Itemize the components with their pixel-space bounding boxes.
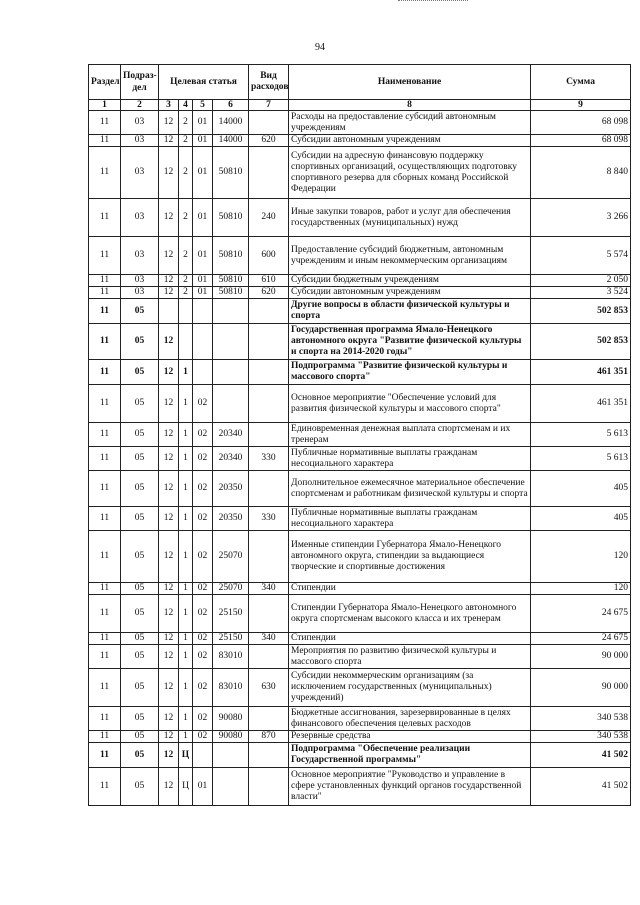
razdel-cell: 11 <box>89 147 121 199</box>
target-code-cell: 50810 <box>213 237 249 275</box>
vid-cell <box>249 645 289 669</box>
target-code-cell: 02 <box>193 531 213 583</box>
razdel-cell: 11 <box>89 275 121 287</box>
name-cell: Стипендии Губернатора Ямало-Ненецкого автономного округа спортсменам высокого класса и их тренерам <box>289 595 531 633</box>
vid-cell: 870 <box>249 731 289 743</box>
target-code-cell: 1 <box>179 707 193 731</box>
sum-cell: 3 524 <box>531 287 631 299</box>
col-number: 4 <box>179 100 193 111</box>
podrazdel-cell: 05 <box>121 360 159 385</box>
name-cell: Основное мероприятие "Обеспечение условий для развития физической культуры и массового спорта" <box>289 385 531 423</box>
razdel-cell: 11 <box>89 595 121 633</box>
table-row <box>89 135 631 147</box>
target-code-cell <box>213 768 249 806</box>
name-cell: Публичные нормативные выплаты гражданам несоциального характера <box>289 447 531 471</box>
target-code-cell: 25070 <box>213 583 249 595</box>
scan-artifact <box>398 0 468 3</box>
name-cell: Публичные нормативные выплаты гражданам несоциального характера <box>289 507 531 531</box>
podrazdel-cell: 03 <box>121 199 159 237</box>
vid-cell: 610 <box>249 275 289 287</box>
razdel-cell: 11 <box>89 707 121 731</box>
razdel-cell: 11 <box>89 299 121 324</box>
target-code-cell: 12 <box>159 147 179 199</box>
razdel-cell: 11 <box>89 583 121 595</box>
target-code-cell: 12 <box>159 531 179 583</box>
budget-table <box>88 64 631 806</box>
sum-cell: 461 351 <box>531 360 631 385</box>
target-code-cell: 12 <box>159 645 179 669</box>
table-row <box>89 287 631 299</box>
target-code-cell: 12 <box>159 669 179 707</box>
target-code-cell: 25150 <box>213 595 249 633</box>
col-number: 6 <box>213 100 249 111</box>
target-code-cell: 2 <box>179 199 193 237</box>
target-code-cell: Ц <box>179 743 193 768</box>
podrazdel-cell: 05 <box>121 707 159 731</box>
podrazdel-cell: 05 <box>121 645 159 669</box>
vid-cell <box>249 385 289 423</box>
table-row <box>89 507 631 531</box>
razdel-cell: 11 <box>89 423 121 447</box>
target-code-cell: 1 <box>179 583 193 595</box>
podrazdel-cell: 05 <box>121 299 159 324</box>
target-code-cell: 1 <box>179 731 193 743</box>
target-code-cell: 20340 <box>213 423 249 447</box>
target-code-cell: 2 <box>179 287 193 299</box>
podrazdel-cell: 05 <box>121 507 159 531</box>
target-code-cell <box>179 324 193 360</box>
razdel-cell: 11 <box>89 768 121 806</box>
target-code-cell: 02 <box>193 645 213 669</box>
sum-cell: 90 000 <box>531 669 631 707</box>
razdel-cell: 11 <box>89 199 121 237</box>
podrazdel-cell: 05 <box>121 324 159 360</box>
table-body <box>89 111 631 806</box>
target-code-cell: 12 <box>159 768 179 806</box>
target-code-cell: 02 <box>193 595 213 633</box>
target-code-cell: 1 <box>179 447 193 471</box>
name-cell: Субсидии на адресную финансовую поддержку спортивных организаций, осуществляющих подготовку спортивного резерва для сборных команд Российской Федерации <box>289 147 531 199</box>
name-cell: Бюджетные ассигнования, зарезервированные в целях финансового обеспечения целевых расходов <box>289 707 531 731</box>
target-code-cell: 12 <box>159 111 179 135</box>
target-code-cell: 90080 <box>213 731 249 743</box>
sum-cell: 502 853 <box>531 299 631 324</box>
target-code-cell: 12 <box>159 135 179 147</box>
table-row <box>89 731 631 743</box>
target-code-cell <box>193 743 213 768</box>
target-code-cell: 01 <box>193 147 213 199</box>
target-code-cell: 01 <box>193 287 213 299</box>
col-number: 9 <box>531 100 631 111</box>
table-row <box>89 199 631 237</box>
podrazdel-cell: 05 <box>121 768 159 806</box>
target-code-cell: 12 <box>159 507 179 531</box>
name-cell: Предоставление субсидий бюджетным, автономным учреждениям и иным некоммерческим организациям <box>289 237 531 275</box>
target-code-cell: 50810 <box>213 287 249 299</box>
vid-cell: 340 <box>249 633 289 645</box>
table-row <box>89 385 631 423</box>
target-code-cell <box>213 385 249 423</box>
name-cell: Единовременная денежная выплата спортсменам и их тренерам <box>289 423 531 447</box>
target-code-cell <box>193 360 213 385</box>
target-code-cell: 12 <box>159 743 179 768</box>
podrazdel-cell: 03 <box>121 111 159 135</box>
target-code-cell <box>193 299 213 324</box>
sum-cell: 3 266 <box>531 199 631 237</box>
podrazdel-cell: 03 <box>121 135 159 147</box>
sum-cell: 24 675 <box>531 633 631 645</box>
target-code-cell: 12 <box>159 595 179 633</box>
name-cell: Стипендии <box>289 633 531 645</box>
vid-cell <box>249 531 289 583</box>
vid-cell <box>249 595 289 633</box>
table-row <box>89 447 631 471</box>
target-code-cell: 50810 <box>213 147 249 199</box>
header-razdel: Раздел <box>89 65 121 100</box>
razdel-cell: 11 <box>89 471 121 507</box>
vid-cell: 240 <box>249 199 289 237</box>
sum-cell: 2 050 <box>531 275 631 287</box>
target-code-cell <box>193 324 213 360</box>
razdel-cell: 11 <box>89 669 121 707</box>
razdel-cell: 11 <box>89 507 121 531</box>
target-code-cell: 02 <box>193 707 213 731</box>
table-row <box>89 707 631 731</box>
target-code-cell: 83010 <box>213 645 249 669</box>
table-row <box>89 768 631 806</box>
vid-cell: 340 <box>249 583 289 595</box>
vid-cell: 620 <box>249 287 289 299</box>
header-sum: Сумма <box>531 65 631 100</box>
target-code-cell: 02 <box>193 669 213 707</box>
target-code-cell: 2 <box>179 275 193 287</box>
header-name: Наименование <box>289 65 531 100</box>
razdel-cell: 11 <box>89 531 121 583</box>
podrazdel-cell: 03 <box>121 237 159 275</box>
razdel-cell: 11 <box>89 287 121 299</box>
table-row <box>89 633 631 645</box>
podrazdel-cell: 05 <box>121 531 159 583</box>
name-cell: Подпрограмма "Обеспечение реализации Государственной программы" <box>289 743 531 768</box>
target-code-cell: 12 <box>159 199 179 237</box>
name-cell: Стипендии <box>289 583 531 595</box>
name-cell: Подпрограмма "Развитие физической культуры и массового спорта" <box>289 360 531 385</box>
table-row <box>89 147 631 199</box>
sum-cell: 41 502 <box>531 768 631 806</box>
sum-cell: 340 538 <box>531 707 631 731</box>
target-code-cell: 1 <box>179 360 193 385</box>
target-code-cell: 12 <box>159 287 179 299</box>
sum-cell: 340 538 <box>531 731 631 743</box>
target-code-cell: 2 <box>179 135 193 147</box>
name-cell: Именные стипендии Губернатора Ямало-Ненецкого автономного округа, стипендии за выдающиеся творческие и спортивные достижения <box>289 531 531 583</box>
page-number: 94 <box>315 42 325 53</box>
target-code-cell: 12 <box>159 360 179 385</box>
col-number: 8 <box>289 100 531 111</box>
target-code-cell: 20340 <box>213 447 249 471</box>
sum-cell: 502 853 <box>531 324 631 360</box>
sum-cell: 90 000 <box>531 645 631 669</box>
podrazdel-cell: 03 <box>121 287 159 299</box>
target-code-cell: 25150 <box>213 633 249 645</box>
target-code-cell: 12 <box>159 633 179 645</box>
target-code-cell: 12 <box>159 423 179 447</box>
target-code-cell <box>213 324 249 360</box>
name-cell: Другие вопросы в области физической культуры и спорта <box>289 299 531 324</box>
target-code-cell: 1 <box>179 633 193 645</box>
target-code-cell: 12 <box>159 731 179 743</box>
target-code-cell: 02 <box>193 507 213 531</box>
col-number: 7 <box>249 100 289 111</box>
vid-cell <box>249 707 289 731</box>
vid-cell <box>249 471 289 507</box>
sum-cell: 5 613 <box>531 447 631 471</box>
sum-cell: 24 675 <box>531 595 631 633</box>
vid-cell: 330 <box>249 507 289 531</box>
vid-cell <box>249 743 289 768</box>
vid-cell: 600 <box>249 237 289 275</box>
target-code-cell: 12 <box>159 447 179 471</box>
name-cell: Резервные средства <box>289 731 531 743</box>
target-code-cell: 12 <box>159 237 179 275</box>
table-row <box>89 743 631 768</box>
sum-cell: 41 502 <box>531 743 631 768</box>
target-code-cell: 2 <box>179 147 193 199</box>
target-code-cell: 20350 <box>213 471 249 507</box>
header-vid: Вид расходов <box>249 65 289 100</box>
target-code-cell: 02 <box>193 423 213 447</box>
table-row <box>89 583 631 595</box>
vid-cell: 330 <box>249 447 289 471</box>
podrazdel-cell: 05 <box>121 423 159 447</box>
target-code-cell: 01 <box>193 199 213 237</box>
sum-cell: 120 <box>531 583 631 595</box>
table-row <box>89 645 631 669</box>
razdel-cell: 11 <box>89 360 121 385</box>
col-number: 2 <box>121 100 159 111</box>
podrazdel-cell: 03 <box>121 275 159 287</box>
vid-cell <box>249 299 289 324</box>
table-row <box>89 299 631 324</box>
podrazdel-cell: 05 <box>121 447 159 471</box>
target-code-cell: 1 <box>179 645 193 669</box>
sum-cell: 405 <box>531 471 631 507</box>
podrazdel-cell: 05 <box>121 471 159 507</box>
table-row <box>89 111 631 135</box>
target-code-cell <box>179 299 193 324</box>
vid-cell <box>249 360 289 385</box>
target-code-cell: 1 <box>179 531 193 583</box>
col-number: 5 <box>193 100 213 111</box>
target-code-cell: 02 <box>193 633 213 645</box>
sum-cell: 8 840 <box>531 147 631 199</box>
podrazdel-cell: 03 <box>121 147 159 199</box>
podrazdel-cell: 05 <box>121 743 159 768</box>
header-target-article: Целевая статья <box>159 65 249 100</box>
vid-cell <box>249 423 289 447</box>
name-cell: Субсидии бюджетным учреждениям <box>289 275 531 287</box>
target-code-cell: 1 <box>179 423 193 447</box>
podrazdel-cell: 05 <box>121 633 159 645</box>
table-row <box>89 531 631 583</box>
vid-cell: 630 <box>249 669 289 707</box>
target-code-cell: 01 <box>193 111 213 135</box>
target-code-cell: 1 <box>179 669 193 707</box>
name-cell: Основное мероприятие "Руководство и управление в сфере установленных функций органов государственной власти" <box>289 768 531 806</box>
razdel-cell: 11 <box>89 237 121 275</box>
vid-cell: 620 <box>249 135 289 147</box>
target-code-cell: 01 <box>193 135 213 147</box>
table-row <box>89 669 631 707</box>
razdel-cell: 11 <box>89 447 121 471</box>
target-code-cell: 20350 <box>213 507 249 531</box>
sum-cell: 5 574 <box>531 237 631 275</box>
sum-cell: 120 <box>531 531 631 583</box>
target-code-cell <box>213 743 249 768</box>
vid-cell <box>249 111 289 135</box>
sum-cell: 461 351 <box>531 385 631 423</box>
target-code-cell: 90080 <box>213 707 249 731</box>
target-code-cell: 01 <box>193 275 213 287</box>
table-row <box>89 471 631 507</box>
name-cell: Субсидии автономным учреждениям <box>289 287 531 299</box>
razdel-cell: 11 <box>89 743 121 768</box>
target-code-cell: 02 <box>193 447 213 471</box>
razdel-cell: 11 <box>89 633 121 645</box>
sum-cell: 5 613 <box>531 423 631 447</box>
sum-cell: 405 <box>531 507 631 531</box>
target-code-cell: 12 <box>159 707 179 731</box>
target-code-cell: 14000 <box>213 111 249 135</box>
table-row <box>89 275 631 287</box>
target-code-cell: 12 <box>159 324 179 360</box>
target-code-cell <box>159 299 179 324</box>
target-code-cell: 2 <box>179 111 193 135</box>
name-cell: Иные закупки товаров, работ и услуг для обеспечения государственных (муниципальных) нужд <box>289 199 531 237</box>
table-row <box>89 237 631 275</box>
target-code-cell: 1 <box>179 595 193 633</box>
target-code-cell: 02 <box>193 471 213 507</box>
table-row <box>89 595 631 633</box>
target-code-cell: 02 <box>193 731 213 743</box>
target-code-cell: 01 <box>193 768 213 806</box>
target-code-cell: 1 <box>179 385 193 423</box>
name-cell: Мероприятия по развитию физической культуры и массового спорта <box>289 645 531 669</box>
vid-cell <box>249 147 289 199</box>
target-code-cell <box>213 299 249 324</box>
name-cell: Субсидии некоммерческим организациям (за исключением государственных (муниципальных) учреждений) <box>289 669 531 707</box>
razdel-cell: 11 <box>89 645 121 669</box>
target-code-cell: 2 <box>179 237 193 275</box>
target-code-cell: 12 <box>159 583 179 595</box>
target-code-cell: 12 <box>159 385 179 423</box>
vid-cell <box>249 324 289 360</box>
target-code-cell: 25070 <box>213 531 249 583</box>
col-number: 3 <box>159 100 179 111</box>
column-number-row <box>89 100 631 111</box>
target-code-cell: 1 <box>179 507 193 531</box>
name-cell: Субсидии автономным учреждениям <box>289 135 531 147</box>
target-code-cell <box>213 360 249 385</box>
razdel-cell: 11 <box>89 731 121 743</box>
target-code-cell: 01 <box>193 237 213 275</box>
table-row <box>89 423 631 447</box>
podrazdel-cell: 05 <box>121 669 159 707</box>
target-code-cell: 02 <box>193 385 213 423</box>
sum-cell: 68 098 <box>531 135 631 147</box>
target-code-cell: 50810 <box>213 199 249 237</box>
razdel-cell: 11 <box>89 385 121 423</box>
name-cell: Расходы на предоставление субсидий автономным учреждениям <box>289 111 531 135</box>
vid-cell <box>249 768 289 806</box>
col-number: 1 <box>89 100 121 111</box>
target-code-cell: 02 <box>193 583 213 595</box>
name-cell: Государственная программа Ямало-Ненецкого автономного округа "Развитие физической культуры и спорта на 2014-2020 годы" <box>289 324 531 360</box>
podrazdel-cell: 05 <box>121 583 159 595</box>
target-code-cell: 12 <box>159 471 179 507</box>
table-row <box>89 360 631 385</box>
header-podrazdel: Подраз- дел <box>121 65 159 100</box>
target-code-cell: 83010 <box>213 669 249 707</box>
podrazdel-cell: 05 <box>121 731 159 743</box>
razdel-cell: 11 <box>89 111 121 135</box>
name-cell: Дополнительное ежемесячное материальное обеспечение спортсменам и работникам физической культуры и спорта <box>289 471 531 507</box>
podrazdel-cell: 05 <box>121 385 159 423</box>
target-code-cell: Ц <box>179 768 193 806</box>
target-code-cell: 12 <box>159 275 179 287</box>
target-code-cell: 1 <box>179 471 193 507</box>
razdel-cell: 11 <box>89 324 121 360</box>
sum-cell: 68 098 <box>531 111 631 135</box>
podrazdel-cell: 05 <box>121 595 159 633</box>
target-code-cell: 14000 <box>213 135 249 147</box>
razdel-cell: 11 <box>89 135 121 147</box>
table-row <box>89 324 631 360</box>
target-code-cell: 50810 <box>213 275 249 287</box>
